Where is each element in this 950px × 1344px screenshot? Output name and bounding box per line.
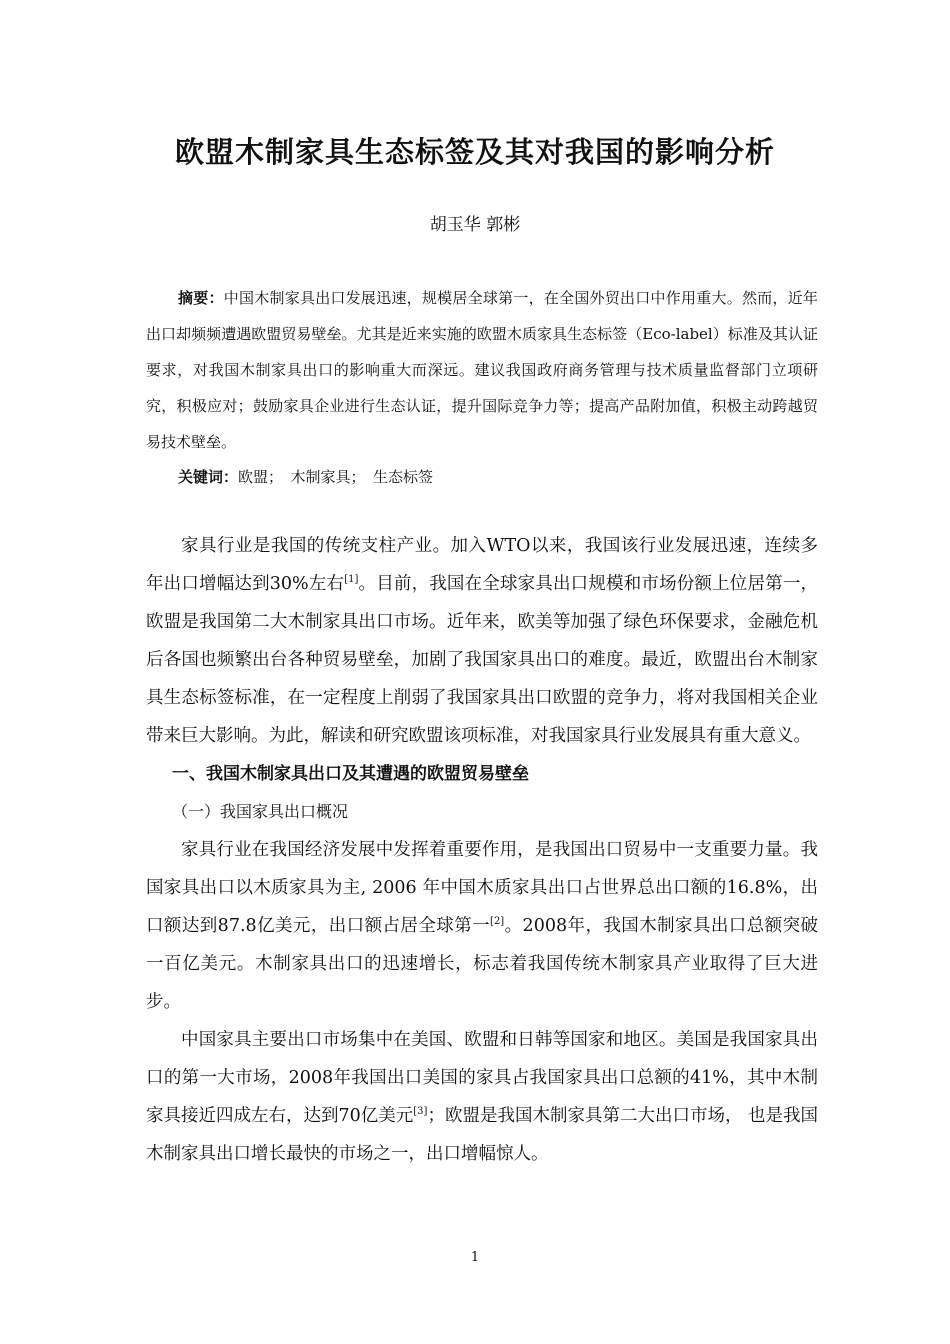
paragraph-text: 家具行业是我国的传统支柱产业。加入WTO以来，我国该行业发展迅速，连续多年出口增幅达到30%左右 [146, 536, 818, 594]
abstract-label: 摘要： [178, 289, 224, 307]
page-number: 1 [470, 1250, 480, 1265]
paragraph-text: 。2008年，我国木制家具出口总额突破一百亿美元。木制家具出口的迅速增长，标志着我国传统木制家具产业取得了巨大进步。 [146, 916, 818, 1012]
citation-ref[interactable]: [1] [344, 574, 359, 585]
paragraph-text: 家具行业在我国经济发展中发挥着重要作用，是我国出口贸易中一支重要力量。我国家具出口以木质家具为主, 2006 年中国木质家具出口占世界总出口额的16.8%，出口额达到87.8亿美元，出口额占居全球第一 [146, 840, 818, 936]
keywords-label: 关键词： [178, 468, 239, 486]
citation-ref[interactable]: [2] [490, 916, 505, 927]
body-paragraph [146, 1021, 818, 1173]
paper-authors: 胡玉华 郭彬 [429, 215, 521, 235]
section-heading: 一、我国木制家具出口及其遭遇的欧盟贸易壁垒 [172, 764, 529, 784]
paragraph-text: 。目前，我国在全球家具出口规模和市场份额上位居第一，欧盟是我国第二大木制家具出口市场。近年来，欧美等加强了绿色环保要求，金融危机后各国也频繁出台各种贸易壁垒，加剧了我国家具出口的难度。最近，欧盟出台木制家具生态标签标准，在一定程度上削弱了我国家具出口欧盟的竞争力，将对我国相关企业带来巨大影响。为此，解读和研究欧盟该项标准，对我国家具行业发展具有重大意义。 [146, 574, 818, 746]
paper-title: 欧盟木制家具生态标签及其对我国的影响分析 [174, 135, 775, 169]
keywords [178, 462, 433, 492]
body-paragraph [146, 527, 818, 755]
citation-ref[interactable]: [3] [413, 1106, 428, 1117]
keywords-text: 欧盟； 木制家具； 生态标签 [238, 468, 434, 486]
body-paragraph [146, 831, 818, 1021]
paragraph-text: ；欧盟是我国木制家具第二大出口市场， 也是我国木制家具出口增长最快的市场之一，出口增幅惊人。 [146, 1106, 819, 1164]
paragraph-text: 中国家具主要出口市场集中在美国、欧盟和日韩等国家和地区。美国是我国家具出口的第一大市场，2008年我国出口美国的家具占我国家具出口总额的41%，其中木制家具接近四成左右，达到70亿美元 [146, 1030, 818, 1126]
subsection-heading: （一）我国家具出口概况 [172, 802, 349, 821]
abstract [146, 280, 818, 460]
body-text [146, 527, 818, 1173]
abstract-paragraph [146, 280, 818, 460]
abstract-text: 中国木制家具出口发展迅速，规模居全球第一，在全国外贸出口中作用重大。然而，近年出口却频频遭遇欧盟贸易壁垒。尤其是近来实施的欧盟木质家具生态标签（Eco-label）标准及其认证要求，对我国木制家具出口的影响重大而深远。建议我国政府商务管理与技术质量监督部门立项研究，积极应对；鼓励家具企业进行生态认证，提升国际竞争力等；提高产品附加值，积极主动跨越贸易技术壁垒。 [146, 289, 818, 451]
